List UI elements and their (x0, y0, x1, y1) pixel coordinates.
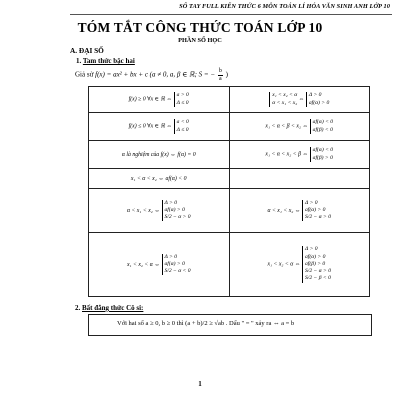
given-fraction (218, 68, 223, 82)
formula-text: S/2 − α > 0 (164, 214, 191, 221)
table-cell (229, 141, 370, 169)
formula-text: α < x₁ < x₂ (272, 99, 298, 106)
cauchy-inequality-box (88, 314, 372, 336)
fraction-denominator: a (219, 75, 222, 82)
table-row (89, 233, 370, 297)
brace-system (302, 200, 331, 222)
table-cell (89, 113, 230, 141)
table-cell (229, 233, 370, 297)
page-title: TÓM TẮT CÔNG THỨC TOÁN LỚP 10 (77, 20, 323, 35)
formula-text: x₁ < x₂ < α (272, 92, 298, 99)
table-cell (229, 189, 370, 233)
brace-system (306, 92, 329, 106)
table-cell (89, 169, 230, 189)
formula-text: α là nghiệm của f(x) ⇔ f(α) = 0 (121, 151, 196, 158)
subsection-number: 2. (75, 304, 81, 312)
table-row (89, 189, 370, 233)
subsection-heading-1 (76, 57, 135, 65)
formula-text: Δ > 0 (308, 92, 322, 99)
formula-text: a < 0 (176, 119, 189, 126)
given-prefix: Giả sử (75, 70, 94, 79)
formula-text: α < x₁ < x₂ ⇔ (126, 207, 161, 214)
formula-text: α < x₁ < x₂ ⇔ (267, 207, 301, 214)
formula-text: S/2 − α > 0 (305, 268, 332, 275)
table-cell (229, 169, 370, 189)
formula-text: f(x) ≤ 0 ∀x ∈ ℝ ⇔ (128, 123, 173, 130)
section-heading-a: A. ĐẠI SỐ (70, 46, 104, 55)
given-suffix: ) (225, 70, 228, 79)
subsection-number: 1. (76, 57, 82, 65)
formula-text: S/2 − β < 0 (305, 275, 331, 282)
formula-text: Δ > 0 (305, 246, 318, 253)
table-cell (229, 87, 370, 113)
formula-text: af(α) > 0 (305, 206, 326, 213)
brace-system (162, 254, 191, 276)
formula-text: Δ > 0 (164, 199, 178, 206)
formula-text: af(β) < 0 (312, 126, 333, 133)
given-expression: f(x) = ax² + bx + c (a ≠ 0, a, β ∈ ℝ; S = − (95, 70, 216, 79)
formula-text: x₁ < x₂ < α ⇔ (126, 261, 161, 268)
formula-text: S/2 − α > 0 (305, 214, 332, 221)
table-cell (89, 87, 230, 113)
formula-text: S/2 − α < 0 (164, 268, 191, 275)
subsection-label: Bất đẳng thức Cô si: (82, 304, 144, 312)
cauchy-inequality-text: Với hai số a ≥ 0, b ≥ 0 thì (a + b)/2 ≥ √ab . Dấu " = " xảy ra ⇔ a = b (117, 320, 295, 327)
formula-text: af(β) > 0 (312, 154, 333, 161)
brace-system (174, 119, 189, 133)
running-header (70, 2, 392, 15)
table-row (89, 141, 370, 169)
formula-text: af(α) > 0 (164, 260, 185, 267)
formula-text: x₁ < x₂ < α ⇔ (267, 261, 301, 268)
subsection-label: Tam thức bậc hai (82, 57, 135, 65)
brace-system (302, 246, 331, 282)
table-row (89, 87, 370, 113)
given-statement (75, 68, 228, 82)
brace-system (162, 200, 191, 222)
formula-text: x₁ < α < x₂ < β ⇔ (265, 151, 309, 158)
page-subtitle: PHẦN SỐ HỌC (178, 37, 222, 44)
brace-system (310, 147, 333, 161)
formula-text: Δ > 0 (305, 199, 318, 206)
page-number: 1 (198, 380, 202, 388)
formula-text: x₁ < α < x₂ ⇔ af(α) < 0 (130, 175, 187, 182)
formula-text: af(α) > 0 (308, 99, 330, 106)
table-row (89, 169, 370, 189)
fraction-numerator: b (218, 68, 222, 74)
formula-text: a > 0 (176, 92, 189, 99)
table-cell (89, 233, 230, 297)
formula-text: af(α) > 0 (305, 253, 326, 260)
formula-text: Δ > 0 (164, 253, 178, 260)
formula-text: af(β) > 0 (305, 260, 326, 267)
brace-system (310, 119, 333, 133)
brace-system (174, 92, 189, 106)
formula-text: af(α) > 0 (164, 206, 185, 213)
running-header-text: SỔ TAY FULL KIẾN THỨC 6 MÔN TOÁN LÍ HÓA VĂN SINH ANH LỚP 10 (179, 3, 390, 10)
formula-text: f(x) ≥ 0 ∀x ∈ ℝ ⇔ (128, 96, 173, 103)
table-cell (89, 141, 230, 169)
table-row (89, 113, 370, 141)
formula-text: af(α) < 0 (312, 119, 334, 126)
formula-table (88, 86, 370, 297)
subsection-heading-2 (75, 304, 143, 312)
formula-text: Δ ≤ 0 (176, 99, 189, 106)
table-cell (229, 113, 370, 141)
bracket-system (269, 92, 297, 106)
formula-text: Δ ≤ 0 (176, 126, 189, 133)
formula-text: x₁ < α < β < x₂ ⇔ (265, 123, 309, 130)
formula-text: af(α) < 0 (312, 147, 334, 154)
formula-text: ⇔ (298, 96, 305, 103)
table-cell (89, 189, 230, 233)
